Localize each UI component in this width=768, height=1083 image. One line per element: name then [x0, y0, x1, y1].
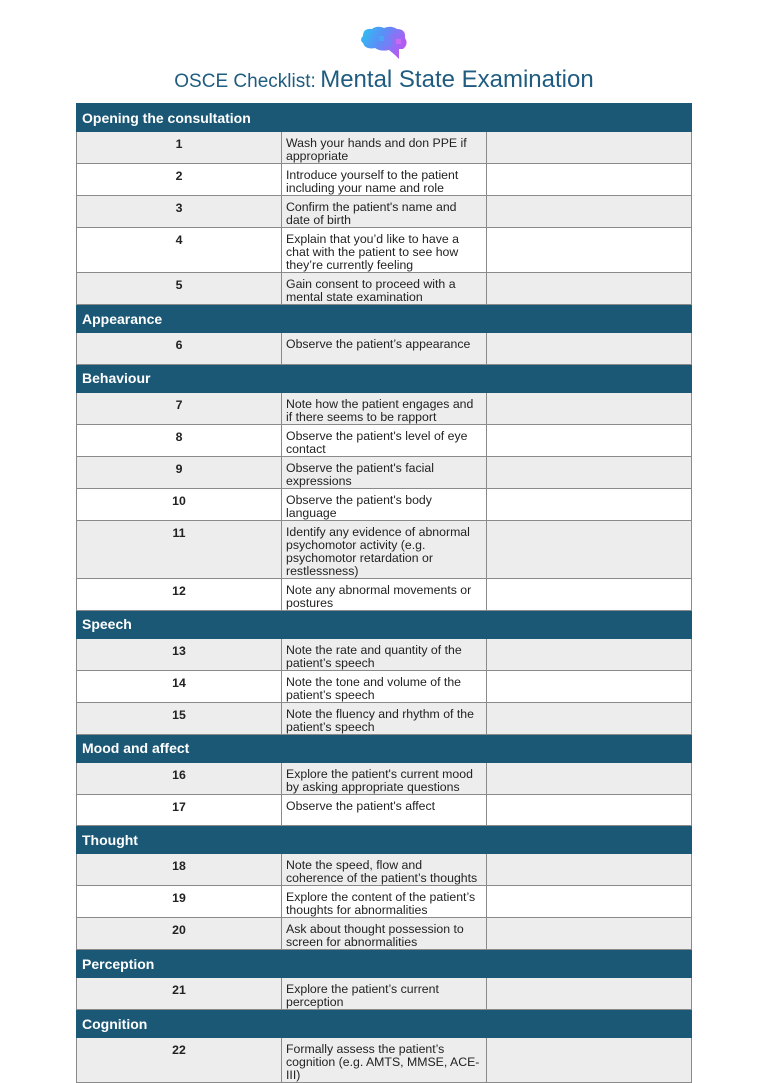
checkbox-cell[interactable] — [487, 424, 692, 456]
checkbox-cell[interactable] — [487, 273, 692, 305]
checkbox-cell[interactable] — [487, 762, 692, 794]
checklist-row — [77, 228, 692, 273]
checklist-row — [77, 164, 692, 196]
checklist-row — [77, 578, 692, 610]
item-number: 18 — [77, 854, 282, 886]
checklist-table — [76, 103, 692, 1083]
section-title: Speech — [77, 610, 692, 638]
item-number: 5 — [77, 273, 282, 305]
checklist-row — [77, 392, 692, 424]
checklist-row — [77, 196, 692, 228]
checklist-row — [77, 1038, 692, 1083]
checkbox-cell[interactable] — [487, 978, 692, 1010]
checkbox-cell[interactable] — [487, 132, 692, 164]
section-title: Opening the consultation — [77, 104, 692, 132]
checkbox-cell[interactable] — [487, 794, 692, 826]
checklist-row — [77, 520, 692, 578]
item-number: 6 — [77, 333, 282, 365]
section-header — [77, 364, 692, 392]
checklist-row — [77, 670, 692, 702]
brain-logo-icon — [359, 26, 409, 64]
item-text: Wash your hands and don PPE if appropriate — [282, 132, 487, 164]
checklist-row — [77, 424, 692, 456]
title-main: Mental State Examination — [320, 66, 594, 93]
checkbox-cell[interactable] — [487, 854, 692, 886]
checklist-row — [77, 488, 692, 520]
item-text: Observe the patient's level of eye contact — [282, 424, 487, 456]
item-text: Explore the content of the patient’s thoughts for abnormalities — [282, 886, 487, 918]
checkbox-cell[interactable] — [487, 670, 692, 702]
checkbox-cell[interactable] — [487, 886, 692, 918]
item-number: 19 — [77, 886, 282, 918]
item-number: 8 — [77, 424, 282, 456]
checklist-row — [77, 886, 692, 918]
item-text: Note the tone and volume of the patient’s speech — [282, 670, 487, 702]
item-text: Formally assess the patient’s cognition (e.g. AMTS, MMSE, ACE-III) — [282, 1038, 487, 1083]
checkbox-cell[interactable] — [487, 702, 692, 734]
item-text: Explain that you’d like to have a chat with the patient to see how they’re currently feeling — [282, 228, 487, 273]
item-text: Note the rate and quantity of the patient’s speech — [282, 638, 487, 670]
section-title: Cognition — [77, 1010, 692, 1038]
item-text: Note any abnormal movements or postures — [282, 578, 487, 610]
item-number: 2 — [77, 164, 282, 196]
section-title: Perception — [77, 950, 692, 978]
item-text: Ask about thought possession to screen for abnormalities — [282, 918, 487, 950]
section-header — [77, 305, 692, 333]
checkbox-cell[interactable] — [487, 918, 692, 950]
checkbox-cell[interactable] — [487, 488, 692, 520]
checklist-row — [77, 978, 692, 1010]
item-number: 10 — [77, 488, 282, 520]
item-number: 12 — [77, 578, 282, 610]
checkbox-cell[interactable] — [487, 456, 692, 488]
title-prefix: OSCE Checklist: — [174, 71, 316, 92]
item-text: Note how the patient engages and if there seems to be rapport — [282, 392, 487, 424]
section-header — [77, 826, 692, 854]
checkbox-cell[interactable] — [487, 578, 692, 610]
item-number: 20 — [77, 918, 282, 950]
item-number: 1 — [77, 132, 282, 164]
section-header — [77, 610, 692, 638]
item-text: Explore the patient's current mood by asking appropriate questions — [282, 762, 487, 794]
checklist-row — [77, 638, 692, 670]
checkbox-cell[interactable] — [487, 638, 692, 670]
section-title: Appearance — [77, 305, 692, 333]
section-header — [77, 950, 692, 978]
item-number: 3 — [77, 196, 282, 228]
item-number: 22 — [77, 1038, 282, 1083]
item-text: Observe the patient's body language — [282, 488, 487, 520]
checkbox-cell[interactable] — [487, 333, 692, 365]
item-text: Explore the patient’s current perception — [282, 978, 487, 1010]
item-number: 21 — [77, 978, 282, 1010]
checkbox-cell[interactable] — [487, 228, 692, 273]
item-text: Observe the patient's facial expressions — [282, 456, 487, 488]
checklist-row — [77, 132, 692, 164]
item-number: 7 — [77, 392, 282, 424]
checkbox-cell[interactable] — [487, 1038, 692, 1083]
checklist-row — [77, 854, 692, 886]
item-number: 13 — [77, 638, 282, 670]
section-title: Behaviour — [77, 364, 692, 392]
checklist-row — [77, 702, 692, 734]
checklist-row — [77, 273, 692, 305]
item-number: 17 — [77, 794, 282, 826]
checklist-row — [77, 794, 692, 826]
page-title — [0, 66, 768, 94]
checklist-row — [77, 918, 692, 950]
checkbox-cell[interactable] — [487, 520, 692, 578]
item-number: 4 — [77, 228, 282, 273]
item-text: Identify any evidence of abnormal psychomotor activity (e.g. psychomotor retardation or restlessness) — [282, 520, 487, 578]
item-text: Note the speed, flow and coherence of the patient’s thoughts — [282, 854, 487, 886]
checkbox-cell[interactable] — [487, 164, 692, 196]
checkbox-cell[interactable] — [487, 196, 692, 228]
item-text: Observe the patient’s appearance — [282, 333, 487, 365]
item-number: 9 — [77, 456, 282, 488]
checkbox-cell[interactable] — [487, 392, 692, 424]
checklist-row — [77, 762, 692, 794]
section-header — [77, 734, 692, 762]
item-number: 16 — [77, 762, 282, 794]
checklist-row — [77, 333, 692, 365]
section-header — [77, 104, 692, 132]
section-title: Thought — [77, 826, 692, 854]
item-number: 14 — [77, 670, 282, 702]
item-text: Note the fluency and rhythm of the patient’s speech — [282, 702, 487, 734]
item-number: 11 — [77, 520, 282, 578]
item-text: Observe the patient's affect — [282, 794, 487, 826]
checklist-row — [77, 456, 692, 488]
item-number: 15 — [77, 702, 282, 734]
item-text: Introduce yourself to the patient including your name and role — [282, 164, 487, 196]
section-title: Mood and affect — [77, 734, 692, 762]
item-text: Gain consent to proceed with a mental state examination — [282, 273, 487, 305]
item-text: Confirm the patient's name and date of birth — [282, 196, 487, 228]
